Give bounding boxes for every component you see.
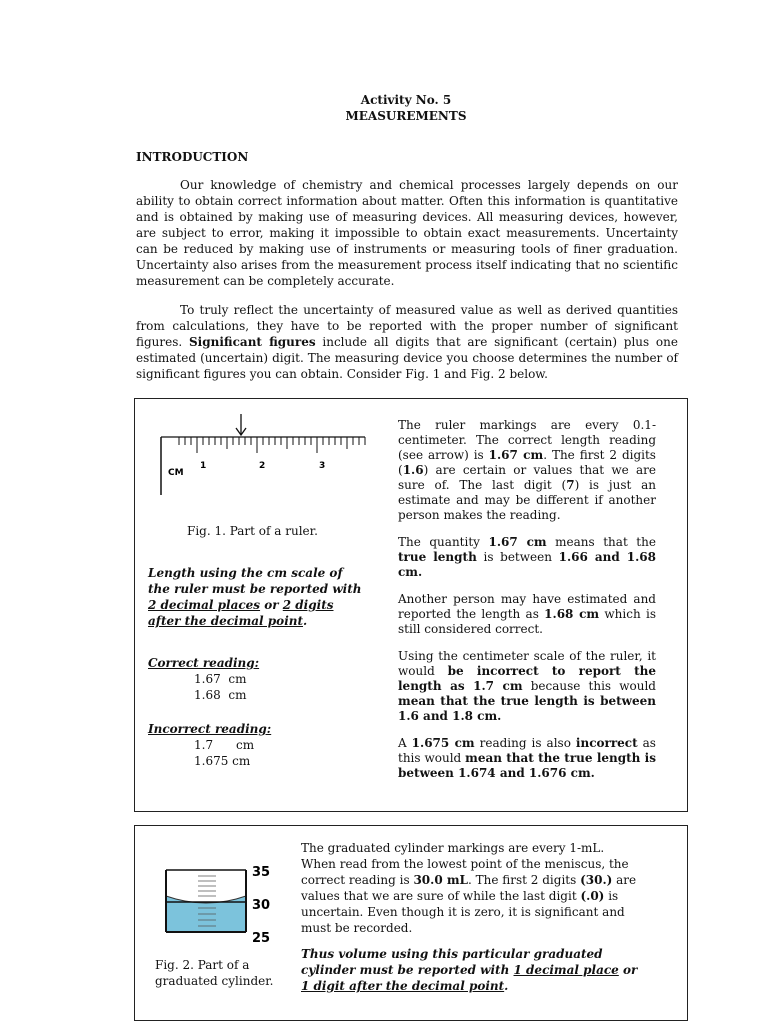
ruler-expl-2e: is between bbox=[483, 550, 552, 564]
ruler-expl-1a: The ruler markings are every 0.1-centimeter. The correct length reading (see arrow) is bbox=[398, 418, 656, 462]
ruler-tick-label-2: 2 bbox=[259, 461, 266, 471]
cyl-expl-1b: 30.0 mL bbox=[413, 873, 468, 887]
ruler-expl-4a: Using the centimeter scale of the ruler, it would bbox=[398, 649, 656, 678]
figure-1-rules bbox=[148, 565, 363, 769]
ruler-expl-1g: ) is just an estimate and may be different if another person makes the reading. bbox=[398, 478, 656, 522]
ruler-tick-label-1: 1 bbox=[200, 461, 207, 471]
graduated-cylinder-figure bbox=[160, 858, 278, 948]
cylinder-label-30: 30 bbox=[252, 898, 271, 913]
ruler-expl-3b: 1.68 cm bbox=[544, 607, 600, 621]
ruler-ticks bbox=[179, 437, 365, 453]
cyl-rule-text: Thus volume using this particular graduated cylinder must be reported with bbox=[301, 947, 603, 977]
intro-paragraph-2 bbox=[136, 302, 678, 382]
ruler-expl-5b: 1.675 cm bbox=[411, 736, 475, 750]
length-rule bbox=[148, 565, 363, 629]
page-title: MEASUREMENTS bbox=[345, 109, 467, 123]
cyl-expl-1c: . The first 2 digits bbox=[467, 873, 577, 887]
cyl-rule-underline-2: 1 digit after the decimal point bbox=[301, 979, 505, 993]
length-rule-underline-2: 2 digits after the decimal point bbox=[148, 598, 334, 628]
figure-1-explanation bbox=[398, 418, 656, 793]
cyl-expl-1f: (.0) bbox=[580, 889, 605, 903]
ruler-unit-label: CM bbox=[168, 468, 184, 478]
ruler-expl-5d: incorrect bbox=[575, 736, 638, 750]
ruler-expl-1c: . The first 2 digits ( bbox=[398, 448, 656, 477]
correct-reading-2: 1.68 cm bbox=[194, 688, 247, 702]
ruler-expl-2c: means that the bbox=[555, 535, 656, 549]
ruler-expl-5f: mean that the true length is between 1.674 and 1.676 cm. bbox=[398, 751, 656, 780]
figure-1-caption: Fig. 1. Part of a ruler. bbox=[187, 524, 318, 538]
ruler-expl-4b: be incorrect to report the length as 1.7 cm bbox=[398, 664, 656, 693]
activity-title: Activity No. 5 bbox=[360, 93, 452, 107]
cyl-rule-underline-1: 1 decimal place bbox=[513, 963, 619, 977]
length-rule-underline-1: 2 decimal places bbox=[148, 598, 261, 612]
incorrect-reading-1: 1.7 cm bbox=[194, 738, 255, 752]
cylinder-rule bbox=[301, 946, 639, 994]
cyl-rule-end: . bbox=[504, 979, 509, 993]
ruler-expl-3a: Another person may have estimated and reported the length as bbox=[398, 592, 656, 621]
cylinder-label-25: 25 bbox=[252, 931, 271, 946]
cyl-expl-1a: The graduated cylinder markings are every 1-mL. When read from the lowest point of the meniscus, the correct reading is bbox=[301, 841, 629, 887]
ruler-expl-5a: A bbox=[398, 736, 407, 750]
ruler-expl-4c: because this would bbox=[530, 679, 656, 693]
cyl-expl-1g: is uncertain. Even though it is zero, it is significant and must be recorded. bbox=[301, 889, 625, 935]
cyl-rule-or: or bbox=[623, 963, 638, 977]
intro-p2-text-b: include all digits that are significant (certain) plus one estimated (uncertain) digit. The measuring device you choose determines the number of significant figures you can obtain. Consider Fig. 1 and Fig. 2 below. bbox=[136, 335, 678, 381]
ruler-figure bbox=[155, 412, 370, 500]
ruler-expl-2d: true length bbox=[398, 550, 477, 564]
ruler-expl-2f: 1.66 and 1.68 cm. bbox=[398, 550, 656, 579]
ruler-expl-4d: mean that the true length is between 1.6 and 1.8 cm. bbox=[398, 694, 656, 723]
ruler-expl-3c: which is still considered correct. bbox=[398, 607, 656, 636]
length-rule-text: Length using the cm scale of the ruler must be reported with bbox=[148, 566, 362, 596]
cylinder-label-35: 35 bbox=[252, 865, 271, 880]
ruler-expl-5c: reading is also bbox=[479, 736, 571, 750]
length-rule-or: or bbox=[264, 598, 279, 612]
intro-paragraph-1: Our knowledge of chemistry and chemical processes largely depends on our ability to obtain correct information about matter. Often this information is quantitative and is obtained by making use of measuring devices. All measuring devices, however, are subject to error, making it impossible to obtain exact measurements. Uncertainty can be reduced by making use of instruments or measuring tools of finer graduation. Uncertainty also arises from the measurement process itself indicating that no scientific measurement can be completely accurate. bbox=[136, 178, 678, 288]
ruler-expl-1d: 1.6 bbox=[402, 463, 424, 477]
ruler-explanation-2 bbox=[398, 535, 656, 580]
incorrect-reading-label: Incorrect reading: bbox=[148, 722, 272, 736]
ruler-explanation-1 bbox=[398, 418, 656, 523]
intro-p2-text-a: To truly reflect the uncertainty of measured value as well as derived quantities from calculations, they have to be reported with the proper number of significant figures. bbox=[136, 303, 678, 349]
cyl-expl-1e: are values that we are sure of while the last digit bbox=[301, 873, 637, 903]
down-arrow-icon bbox=[236, 414, 246, 435]
figure-2-caption-line-1: Fig. 2. Part of a bbox=[155, 958, 250, 972]
ruler-explanation-3 bbox=[398, 592, 656, 637]
intro-p2-bold: Significant figures bbox=[188, 335, 316, 349]
ruler-expl-1f: 7 bbox=[566, 478, 575, 492]
ruler-expl-1b: 1.67 cm bbox=[488, 448, 544, 462]
ruler-expl-2b: 1.67 cm bbox=[488, 535, 547, 549]
section-heading: INTRODUCTION bbox=[136, 150, 249, 164]
ruler-expl-2a: The quantity bbox=[398, 535, 480, 549]
figure-2-caption-line-2: graduated cylinder. bbox=[155, 974, 274, 988]
correct-reading-1: 1.67 cm bbox=[194, 672, 247, 686]
ruler-explanation-5 bbox=[398, 736, 656, 781]
ruler-explanation-4 bbox=[398, 649, 656, 724]
ruler-expl-1e: ) are certain or values that we are sure of. The last digit ( bbox=[398, 463, 656, 492]
ruler-tick-label-3: 3 bbox=[319, 461, 326, 471]
correct-reading-label: Correct reading: bbox=[148, 656, 260, 670]
length-rule-end: . bbox=[303, 614, 308, 628]
cyl-expl-1d: (30.) bbox=[580, 873, 613, 887]
incorrect-reading-2: 1.675 cm bbox=[194, 754, 251, 768]
figure-2-explanation bbox=[301, 840, 639, 994]
ruler-expl-5e: as this would bbox=[398, 736, 656, 765]
cylinder-explanation-1 bbox=[301, 840, 639, 936]
